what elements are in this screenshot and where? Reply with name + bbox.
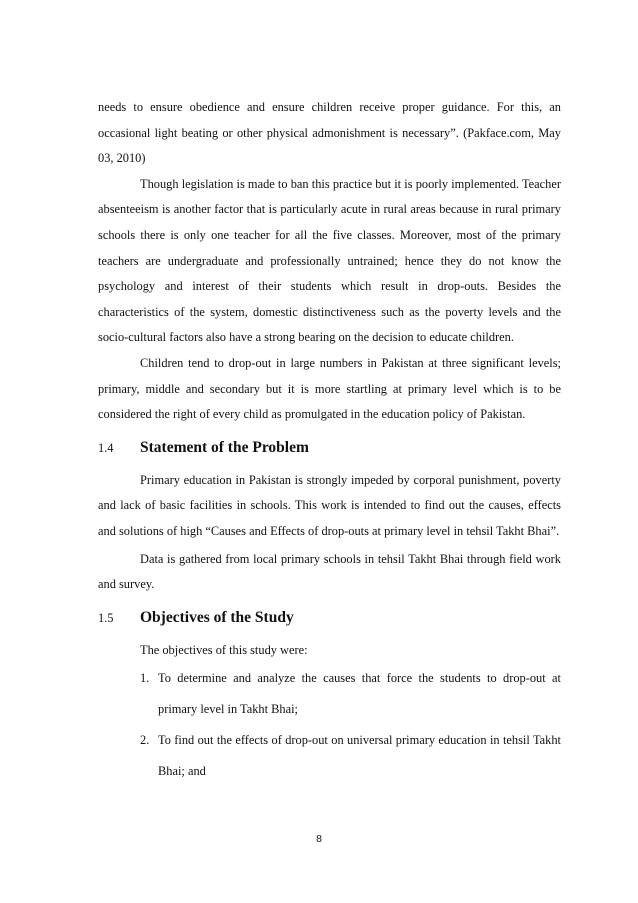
- list-item-text: To find out the effects of drop-out on universal primary education in tehsil Takht Bhai; and: [158, 733, 561, 779]
- page-body: [98, 95, 561, 787]
- page-number: 8: [316, 833, 322, 845]
- paragraph-problem-statement: Primary education in Pakistan is strongly impeded by corporal punishment, poverty and lack of basic facilities in schools. This work is intended to find out the causes, effects and solutions of high “Causes and Effects of drop-outs at primary level in tehsil Takht Bhai”.: [98, 472, 561, 538]
- paragraph-quote-continuation: needs to ensure obedience and ensure children receive proper guidance. For this, an occasional light beating or other physical admonishment is necessary”. (Pakface.com, May 03, 2010): [98, 100, 561, 166]
- section-number: 1.4: [98, 440, 114, 455]
- section-number: 1.5: [98, 610, 114, 625]
- section-title: Objectives of the Study: [140, 608, 294, 626]
- objectives-list: [98, 663, 561, 787]
- section-heading-objectives: [98, 598, 561, 638]
- list-item: [98, 725, 561, 787]
- section-title: Statement of the Problem: [140, 438, 309, 456]
- list-item: [98, 663, 561, 725]
- section-heading-statement: [98, 428, 561, 468]
- paragraph-dropout-levels: Children tend to drop-out in large numbers in Pakistan at three significant levels; primary, middle and secondary but it is more startling at primary level which is to be considered the right of every child as promulgated in the education policy of Pakistan.: [98, 355, 561, 422]
- list-item-text: To determine and analyze the causes that force the students to drop-out at primary level in Takht Bhai;: [158, 671, 561, 717]
- paragraph-legislation: Though legislation is made to ban this practice but it is poorly implemented. Teacher absenteeism is another factor that is particularly acute in rural areas because in rural primary schools there is only one teacher for all the five classes. Moreover, most of the primary teachers are undergraduate and professionally untrained; hence they do not know the psychology and interest of their students which result in drop-outs. Besides the characteristics of the system, domestic distinctiveness such as the poverty levels and the socio-cultural factors also have a strong bearing on the decision to educate children.: [98, 176, 561, 345]
- list-marker: 1.: [140, 671, 150, 686]
- paragraph-objectives-intro: The objectives of this study were:: [140, 642, 308, 657]
- list-marker: 2.: [140, 733, 150, 748]
- paragraph-data-gathering: Data is gathered from local primary schools in tehsil Takht Bhai through field work and survey.: [98, 551, 561, 592]
